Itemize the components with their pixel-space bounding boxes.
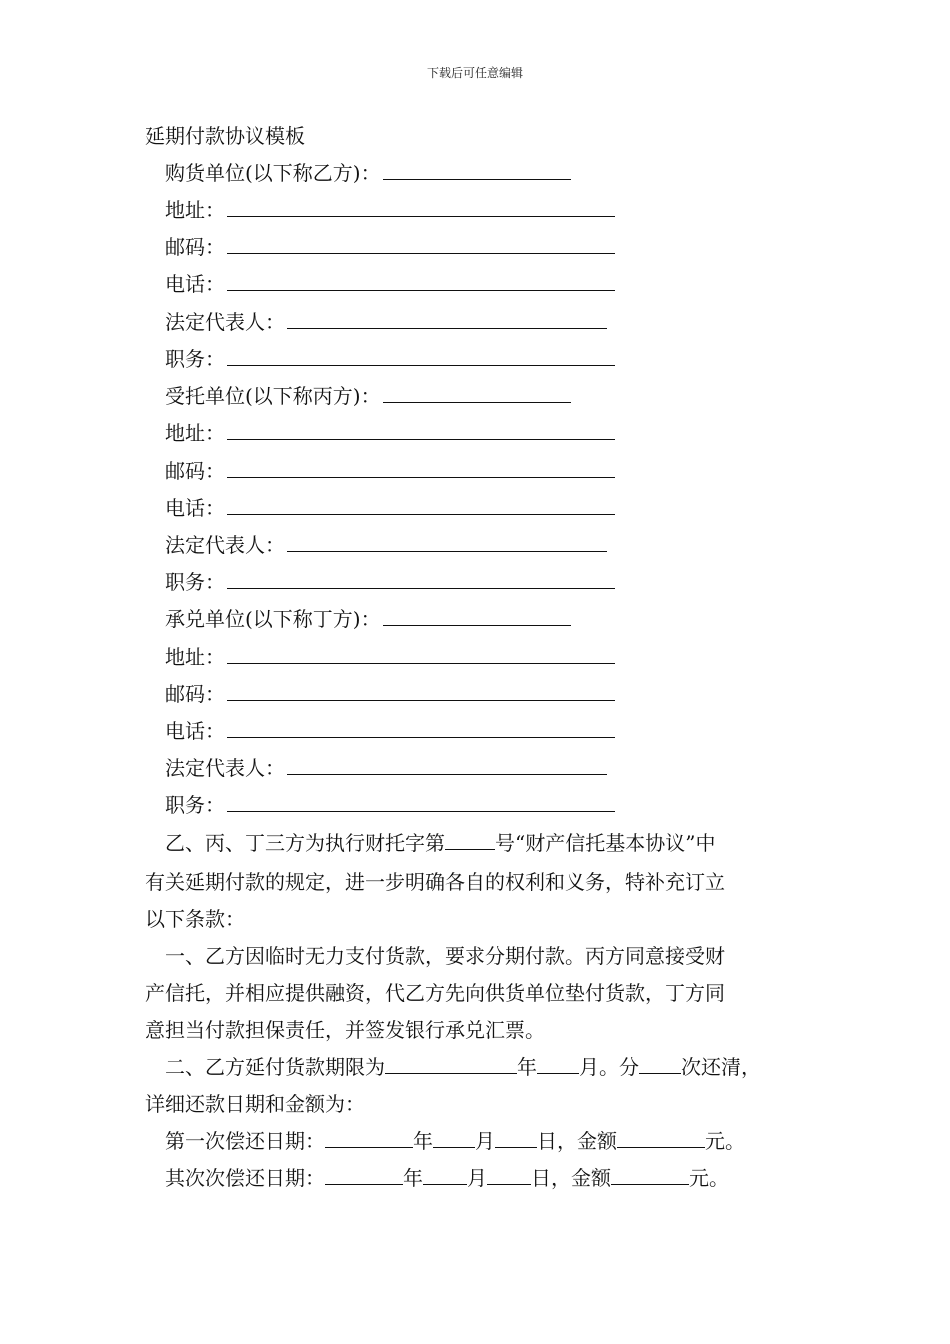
party-c-phone-blank[interactable] (227, 494, 615, 515)
clause2-line-1: 二、乙方延付货款期限为 年 月。分 次还清， (165, 1055, 761, 1079)
clause1-line-2: 产信托，并相应提供融资，代乙方先向供货单位垫付货款，丁方同 (145, 981, 725, 1005)
party-b-phone: 电话： (165, 270, 615, 298)
party-c-legal-rep-blank[interactable] (287, 531, 607, 552)
party-b-legal-rep: 法定代表人： (165, 308, 607, 336)
party-d-address-blank[interactable] (227, 643, 615, 664)
party-b-postcode: 邮码： (165, 233, 615, 261)
clause1-line-1: 一、乙方因临时无力支付货款，要求分期付款。丙方同意接受财 (165, 944, 725, 968)
page-header: 下载后可任意编辑 (426, 66, 523, 80)
repay-1-amount-blank[interactable] (617, 1127, 705, 1148)
party-d-legal-rep: 法定代表人： (165, 754, 607, 782)
clause2-line-2: 详细还款日期和金额为： (145, 1092, 365, 1116)
party-c-name-blank[interactable] (383, 382, 571, 403)
party-c-position: 职务： (165, 568, 615, 596)
deferral-year-blank[interactable] (385, 1053, 517, 1074)
party-c-position-blank[interactable] (227, 568, 615, 589)
party-d-position-blank[interactable] (227, 791, 615, 812)
repay-2-line: 其次次偿还日期： 年 月 日，金额 元。 (165, 1166, 729, 1190)
party-c-postcode: 邮码： (165, 457, 615, 485)
party-d-postcode-blank[interactable] (227, 680, 615, 701)
repay-1-year-blank[interactable] (325, 1127, 413, 1148)
intro-line-2: 有关延期付款的规定，进一步明确各自的权利和义务，特补充订立 (145, 870, 725, 894)
repay-2-amount-blank[interactable] (611, 1164, 689, 1185)
repay-1-day-blank[interactable] (495, 1127, 537, 1148)
party-d-phone-blank[interactable] (227, 717, 615, 738)
party-d-name-blank[interactable] (383, 605, 571, 626)
party-b-legal-rep-blank[interactable] (287, 308, 607, 329)
repay-2-month-blank[interactable] (423, 1164, 467, 1185)
party-c-address: 地址： (165, 419, 615, 447)
party-c-address-blank[interactable] (227, 419, 615, 440)
party-b-phone-blank[interactable] (227, 270, 615, 291)
party-b-name-blank[interactable] (383, 159, 571, 180)
party-d-heading: 承兑单位(以下称丁方)： (165, 605, 571, 633)
party-b-postcode-blank[interactable] (227, 233, 615, 254)
intro-line-1: 乙、丙、丁三方为执行财托字第 号“财产信托基本协议”中 (165, 831, 716, 855)
party-c-postcode-blank[interactable] (227, 457, 615, 478)
repay-1-month-blank[interactable] (433, 1127, 475, 1148)
party-b-heading: 购货单位(以下称乙方)： (165, 159, 571, 187)
intro-line-3: 以下条款： (145, 907, 245, 931)
party-b-position-blank[interactable] (227, 345, 615, 366)
party-d-address: 地址： (165, 643, 615, 671)
contract-number-blank[interactable] (445, 829, 495, 850)
party-b-address: 地址： (165, 196, 615, 224)
party-d-legal-rep-blank[interactable] (287, 754, 607, 775)
party-b-address-blank[interactable] (227, 196, 615, 217)
party-b-position: 职务： (165, 345, 615, 373)
clause1-line-3: 意担当付款担保责任，并签发银行承兑汇票。 (145, 1018, 545, 1042)
repay-1-line: 第一次偿还日期： 年 月 日，金额 元。 (165, 1129, 745, 1153)
party-c-heading: 受托单位(以下称丙方)： (165, 382, 571, 410)
document-title: 延期付款协议模板 (145, 124, 305, 148)
party-c-phone: 电话： (165, 494, 615, 522)
party-d-position: 职务： (165, 791, 615, 819)
repay-2-day-blank[interactable] (487, 1164, 531, 1185)
party-d-phone: 电话： (165, 717, 615, 745)
repay-2-year-blank[interactable] (325, 1164, 403, 1185)
installments-blank[interactable] (639, 1053, 681, 1074)
party-c-legal-rep: 法定代表人： (165, 531, 607, 559)
deferral-month-blank[interactable] (537, 1053, 579, 1074)
party-d-postcode: 邮码： (165, 680, 615, 708)
